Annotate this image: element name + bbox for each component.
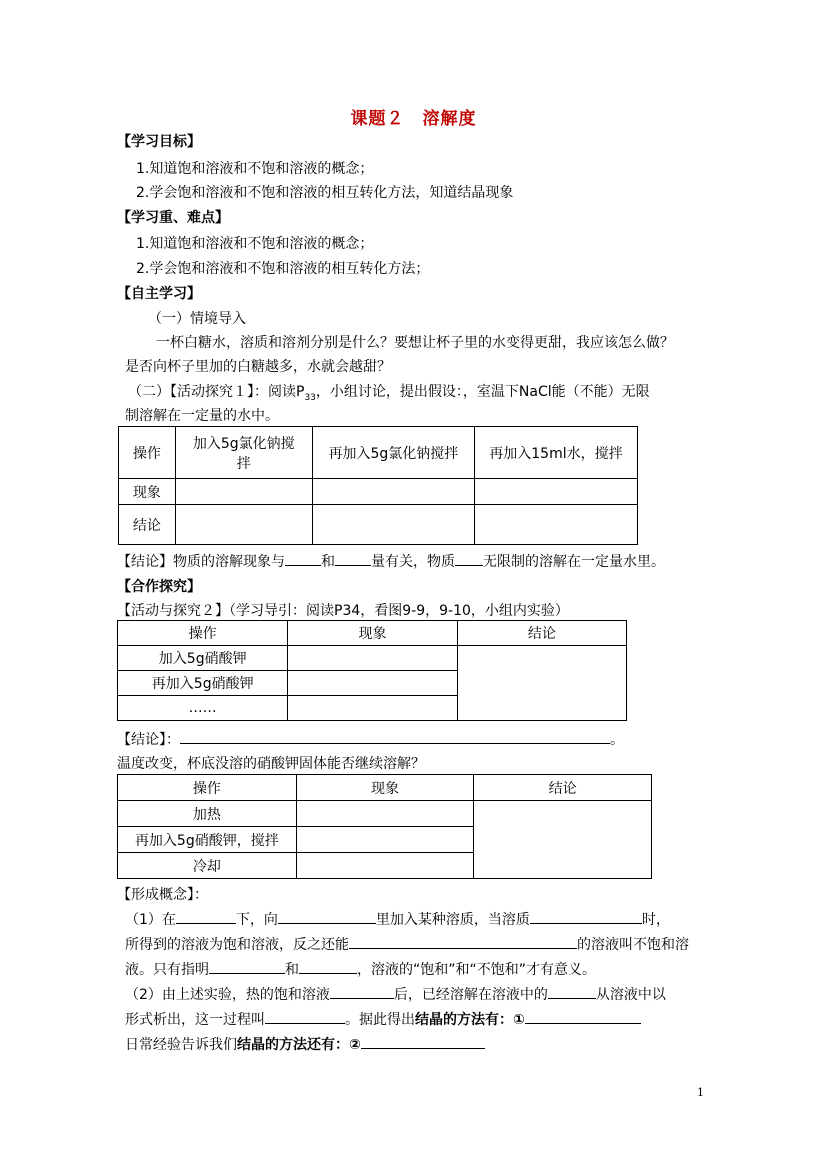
table-cell [312,505,474,545]
table-cell [474,801,652,879]
table-header: 加入5g氯化钠搅 拌 [175,427,312,479]
table-cell [296,827,474,853]
table-row-label: 结论 [119,505,176,545]
table-header: 操作 [119,427,176,479]
page-number: 1 [697,1086,704,1099]
table-header: 现象 [288,621,457,646]
question-text: 是否向杯子里加的白糖越多，水就会越甜？ [125,359,391,375]
goal-item: 1.知道饱和溶液和不饱和溶液的概念； [136,161,374,177]
table-row-label: 再加入5g硝酸钾 [118,671,288,696]
table-row-label: 冷却 [118,853,297,879]
table-cell [175,505,312,545]
concept-line-6: 日常经验告诉我们结晶的方法还有：② [125,1034,485,1054]
temperature-question: 温度改变，杯底没溶的硝酸钾固体能否继续溶解？ [117,756,425,772]
conclusion-1: 【结论】物质的溶解现象与 和 量有关，物质 无限制的溶解在一定量水里。 [117,551,665,571]
table-cell [312,479,474,505]
table-cell [474,505,637,545]
form-concept-heading: 【形成概念】： [117,887,208,903]
key-item: 2.学会饱和溶液和不饱和溶液的相互转化方法； [136,261,430,277]
activity-2-text: 【活动与探究２】（学习导引：阅读P34，看图9-9，9-10，小组内实验） [117,603,569,619]
table-cell [288,696,457,721]
activity-1-text: （二）【活动探究１】：阅读$P_{33}$，小组讨论，提出假设：，室温下NaCl能（不能）无限 [128,384,650,403]
concept-line-1: （1）在 下，向 里加入某种溶质，当溶质 时， [125,909,670,929]
section-key-points: 【学习重、难点】 [117,210,229,226]
concept-line-2: 所得到的溶液为饱和溶液，反之还能 的溶液叫不饱和溶 [125,934,689,954]
section-self-study: 【自主学习】 [117,286,201,302]
conclusion-2: 【结论】： 。 [117,729,624,749]
table-header: 操作 [118,621,288,646]
table-row-label: 加热 [118,801,297,827]
table-header: 现象 [296,775,474,801]
section-goals: 【学习目标】 [117,134,201,150]
table-cell [296,853,474,879]
goal-item: 2.学会饱和溶液和不饱和溶液的相互转化方法，知道结晶现象 [136,185,514,201]
table-cell [474,479,637,505]
page-title: 课题２ 溶解度 [350,109,477,129]
table-header: 结论 [457,621,626,646]
key-item: 1.知道饱和溶液和不饱和溶液的概念； [136,236,374,252]
question-text: 一杯白糖水，溶质和溶剂分别是什么？要想让杯子里的水变得更甜，我应该怎么做？ [156,335,674,351]
table-header: 操作 [118,775,297,801]
table-cell [296,801,474,827]
intro-heading: （一）情境导入 [148,311,246,327]
table-header: 再加入5g氯化钠搅拌 [312,427,474,479]
concept-line-4: （2）由上述实验，热的饱和溶液 后，已经溶解在溶液中的 从溶液中以 [125,984,666,1004]
table-activity-3 [117,774,652,879]
table-row-label: …… [118,696,288,721]
table-cell [457,646,626,721]
table-row-label: 加入5g硝酸钾 [118,646,288,671]
concept-line-3: 液。只有指明 和 ，溶液的“饱和”和“不饱和”才有意义。 [125,959,596,979]
table-cell [288,646,457,671]
activity-1-text-cont: 制溶解在一定量的水中。 [125,408,279,424]
table-activity-2 [117,620,627,721]
section-cooperation: 【合作探究】 [117,579,201,595]
concept-line-5: 形式析出，这一过程叫 。据此得出结晶的方法有：① [125,1009,641,1029]
table-cell [175,479,312,505]
table-row-label: 再加入5g硝酸钾，搅拌 [118,827,297,853]
table-header: 结论 [474,775,652,801]
table-header: 再加入15ml水，搅拌 [474,427,637,479]
table-cell [288,671,457,696]
table-row-label: 现象 [119,479,176,505]
table-activity-1 [118,426,638,545]
